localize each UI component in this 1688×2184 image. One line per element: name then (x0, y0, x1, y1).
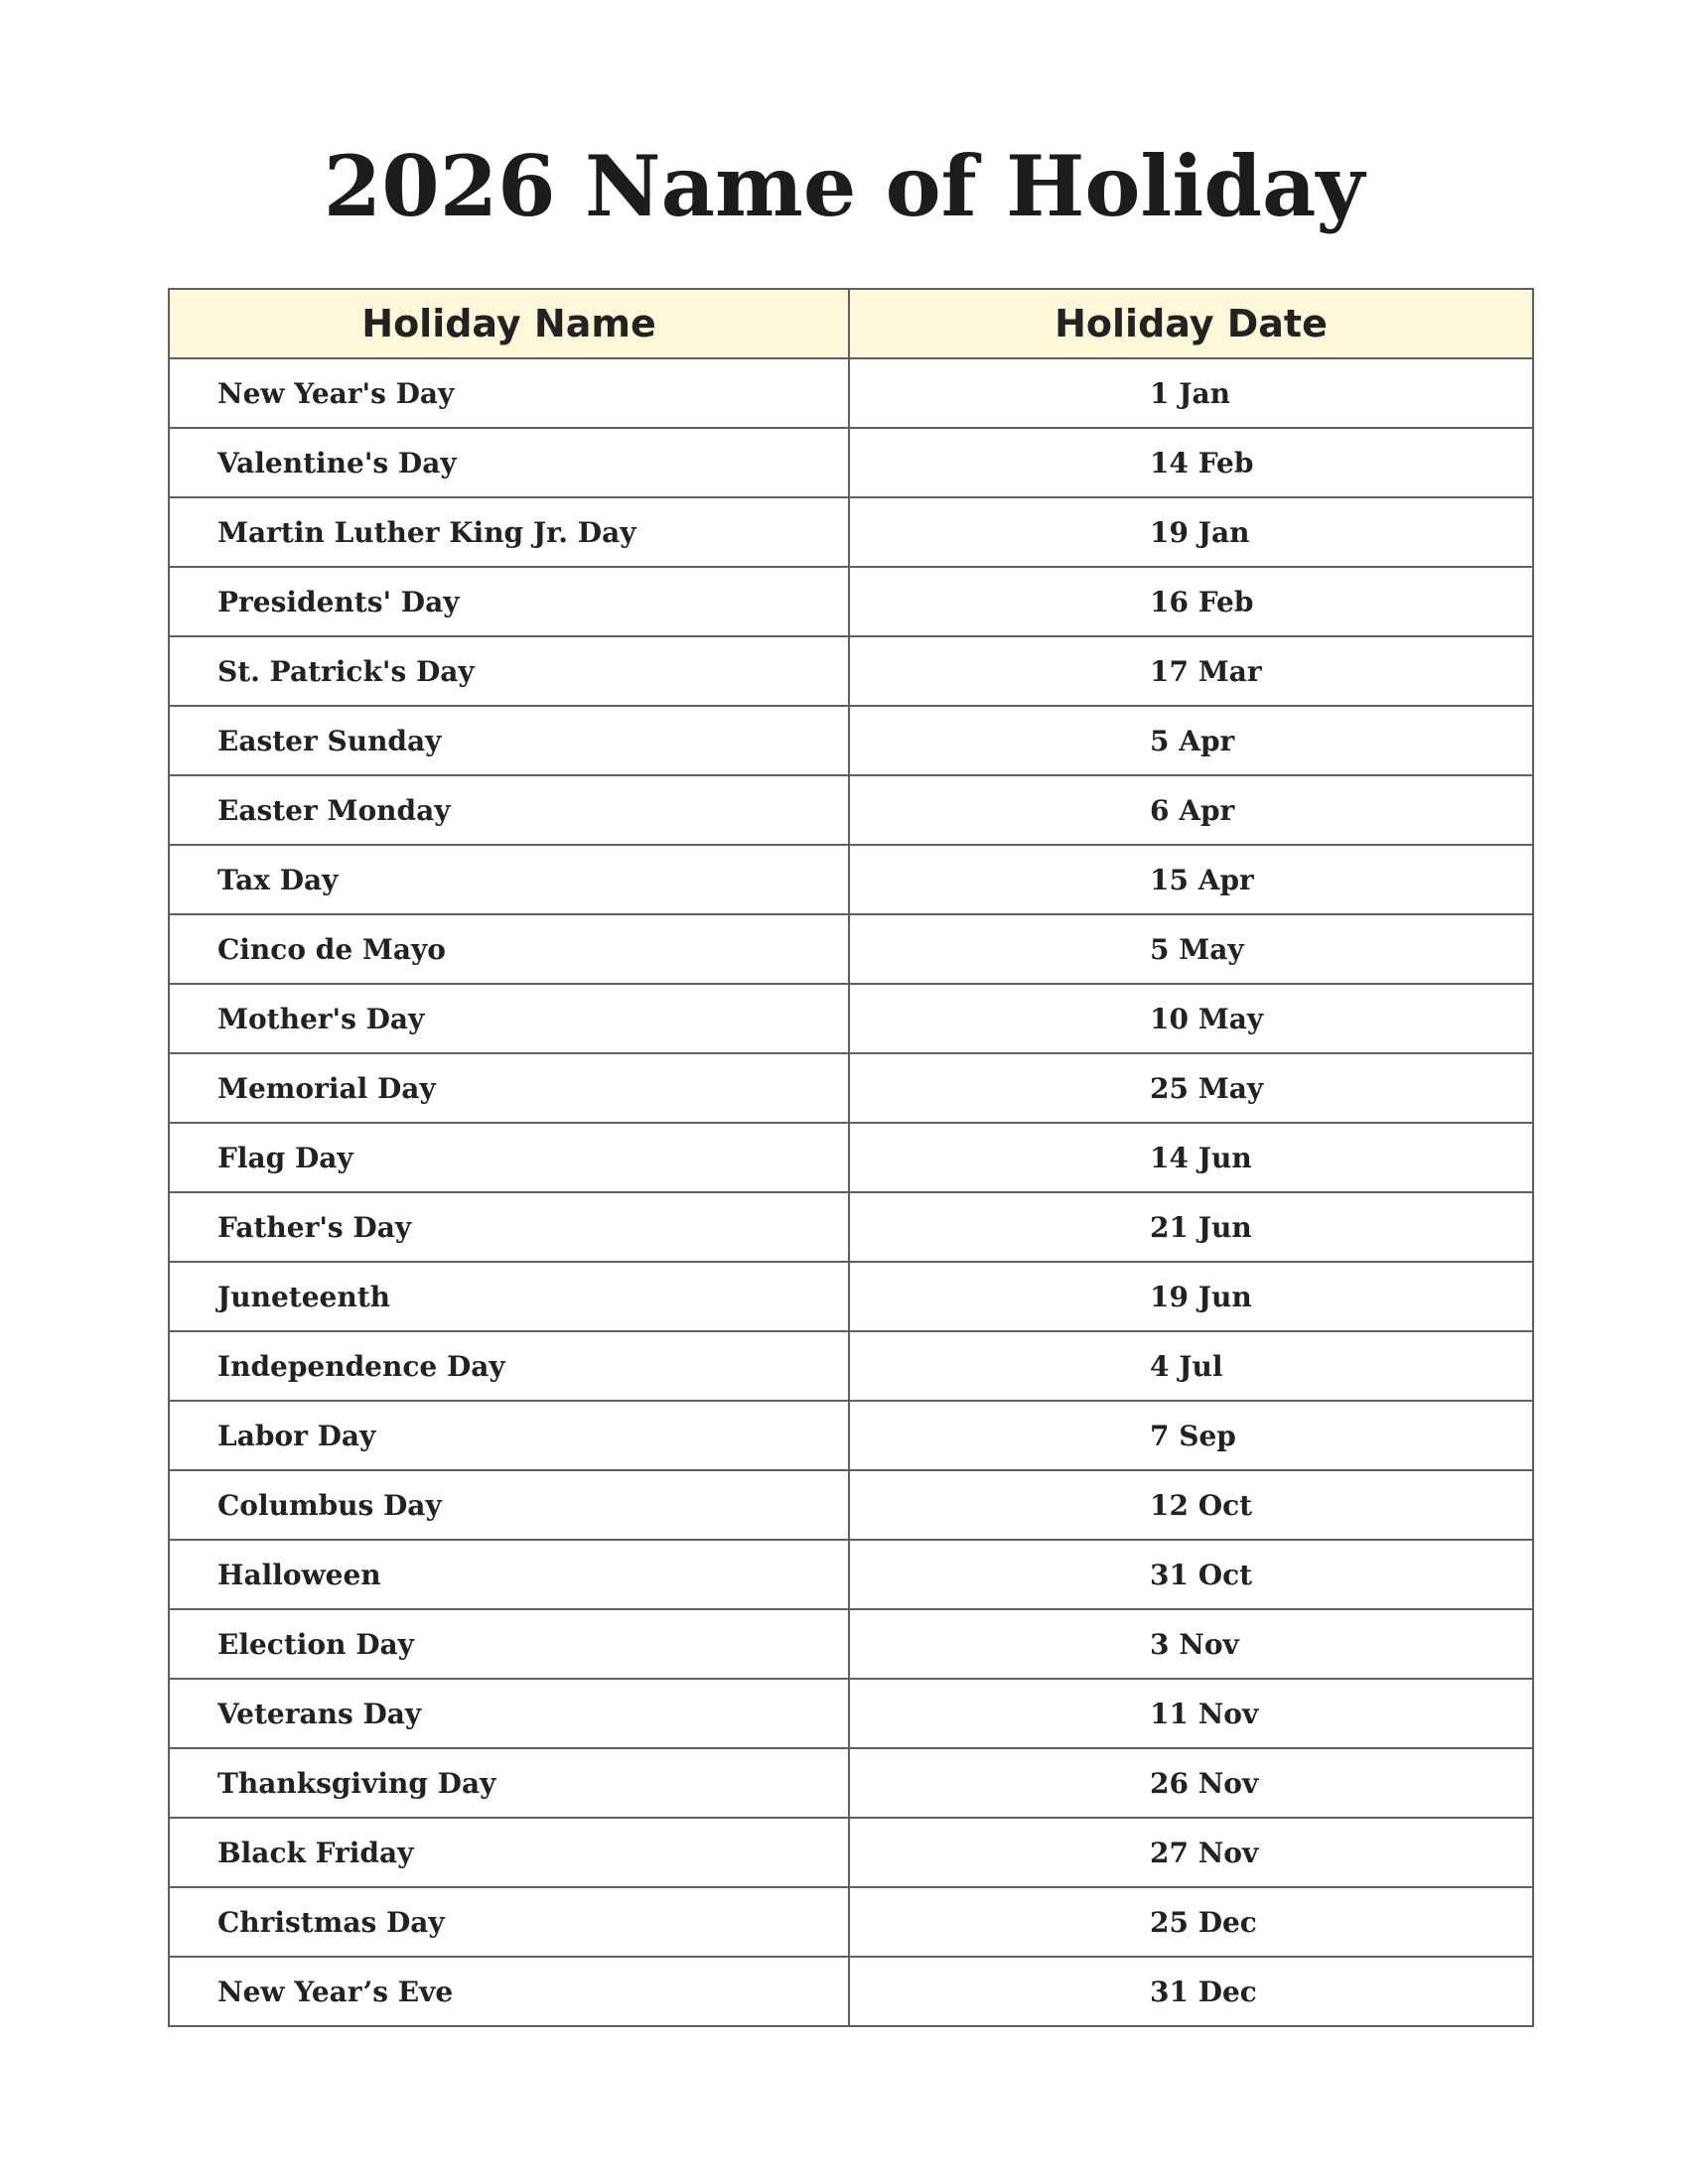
holiday-name-cell: Independence Day (169, 1331, 849, 1401)
holiday-name-cell: Juneteenth (169, 1262, 849, 1331)
table-row (169, 1957, 1533, 2026)
holiday-date-cell: 25 May (849, 1053, 1533, 1123)
holiday-name-cell: Tax Day (169, 845, 849, 914)
table-row (169, 914, 1533, 984)
holiday-name-cell: Halloween (169, 1540, 849, 1609)
holiday-date-cell: 31 Oct (849, 1540, 1533, 1609)
holiday-date-cell: 7 Sep (849, 1401, 1533, 1470)
table-row (169, 1887, 1533, 1957)
holiday-name-cell: Thanksgiving Day (169, 1748, 849, 1818)
holiday-name-cell: Flag Day (169, 1123, 849, 1192)
holiday-date-cell: 14 Feb (849, 428, 1533, 497)
holiday-name-cell: Memorial Day (169, 1053, 849, 1123)
table-row (169, 636, 1533, 706)
holiday-date-cell: 6 Apr (849, 775, 1533, 845)
holiday-date-cell: 25 Dec (849, 1887, 1533, 1957)
table-row (169, 984, 1533, 1053)
table-row (169, 845, 1533, 914)
holiday-date-cell: 31 Dec (849, 1957, 1533, 2026)
header-row (169, 289, 1533, 358)
holiday-name-cell: Valentine's Day (169, 428, 849, 497)
holiday-date-cell: 12 Oct (849, 1470, 1533, 1540)
holiday-date-cell: 1 Jan (849, 358, 1533, 428)
holiday-date-cell: 5 Apr (849, 706, 1533, 775)
table-body (169, 358, 1533, 2026)
holiday-date-cell: 10 May (849, 984, 1533, 1053)
holiday-date-cell: 4 Jul (849, 1331, 1533, 1401)
holiday-date-cell: 14 Jun (849, 1123, 1533, 1192)
holiday-date-cell: 27 Nov (849, 1818, 1533, 1887)
table-row (169, 1470, 1533, 1540)
holiday-name-cell: Presidents' Day (169, 567, 849, 636)
holiday-date-cell: 19 Jun (849, 1262, 1533, 1331)
table-row (169, 567, 1533, 636)
holiday-name-cell: Easter Sunday (169, 706, 849, 775)
table-row (169, 1609, 1533, 1679)
holiday-name-cell: New Year’s Eve (169, 1957, 849, 2026)
header-holiday-name: Holiday Name (169, 289, 849, 358)
holiday-name-cell: New Year's Day (169, 358, 849, 428)
holiday-name-cell: Veterans Day (169, 1679, 849, 1748)
page-title: 2026 Name of Holiday (323, 137, 1365, 235)
table-row (169, 497, 1533, 567)
holiday-name-cell: Labor Day (169, 1401, 849, 1470)
holiday-date-cell: 16 Feb (849, 567, 1533, 636)
holiday-date-cell: 11 Nov (849, 1679, 1533, 1748)
table-row (169, 706, 1533, 775)
table-row (169, 1053, 1533, 1123)
table-row (169, 1818, 1533, 1887)
table-header (169, 289, 1533, 358)
table-row (169, 1123, 1533, 1192)
holiday-date-cell: 26 Nov (849, 1748, 1533, 1818)
holiday-date-cell: 3 Nov (849, 1609, 1533, 1679)
holiday-date-cell: 19 Jan (849, 497, 1533, 567)
holiday-name-cell: Easter Monday (169, 775, 849, 845)
holiday-date-cell: 15 Apr (849, 845, 1533, 914)
table-row (169, 428, 1533, 497)
holiday-name-cell: Black Friday (169, 1818, 849, 1887)
header-holiday-date: Holiday Date (849, 289, 1533, 358)
table-row (169, 1331, 1533, 1401)
holiday-name-cell: St. Patrick's Day (169, 636, 849, 706)
holiday-name-cell: Election Day (169, 1609, 849, 1679)
holiday-table (168, 288, 1534, 2027)
holiday-name-cell: Christmas Day (169, 1887, 849, 1957)
table-row (169, 1192, 1533, 1262)
table-row (169, 358, 1533, 428)
table-row (169, 1540, 1533, 1609)
holiday-name-cell: Father's Day (169, 1192, 849, 1262)
table-row (169, 1262, 1533, 1331)
table-row (169, 775, 1533, 845)
holiday-name-cell: Cinco de Mayo (169, 914, 849, 984)
table-row (169, 1748, 1533, 1818)
holiday-name-cell: Martin Luther King Jr. Day (169, 497, 849, 567)
holiday-date-cell: 5 May (849, 914, 1533, 984)
holiday-name-cell: Mother's Day (169, 984, 849, 1053)
table-row (169, 1401, 1533, 1470)
holiday-date-cell: 17 Mar (849, 636, 1533, 706)
holiday-date-cell: 21 Jun (849, 1192, 1533, 1262)
table-row (169, 1679, 1533, 1748)
holiday-name-cell: Columbus Day (169, 1470, 849, 1540)
